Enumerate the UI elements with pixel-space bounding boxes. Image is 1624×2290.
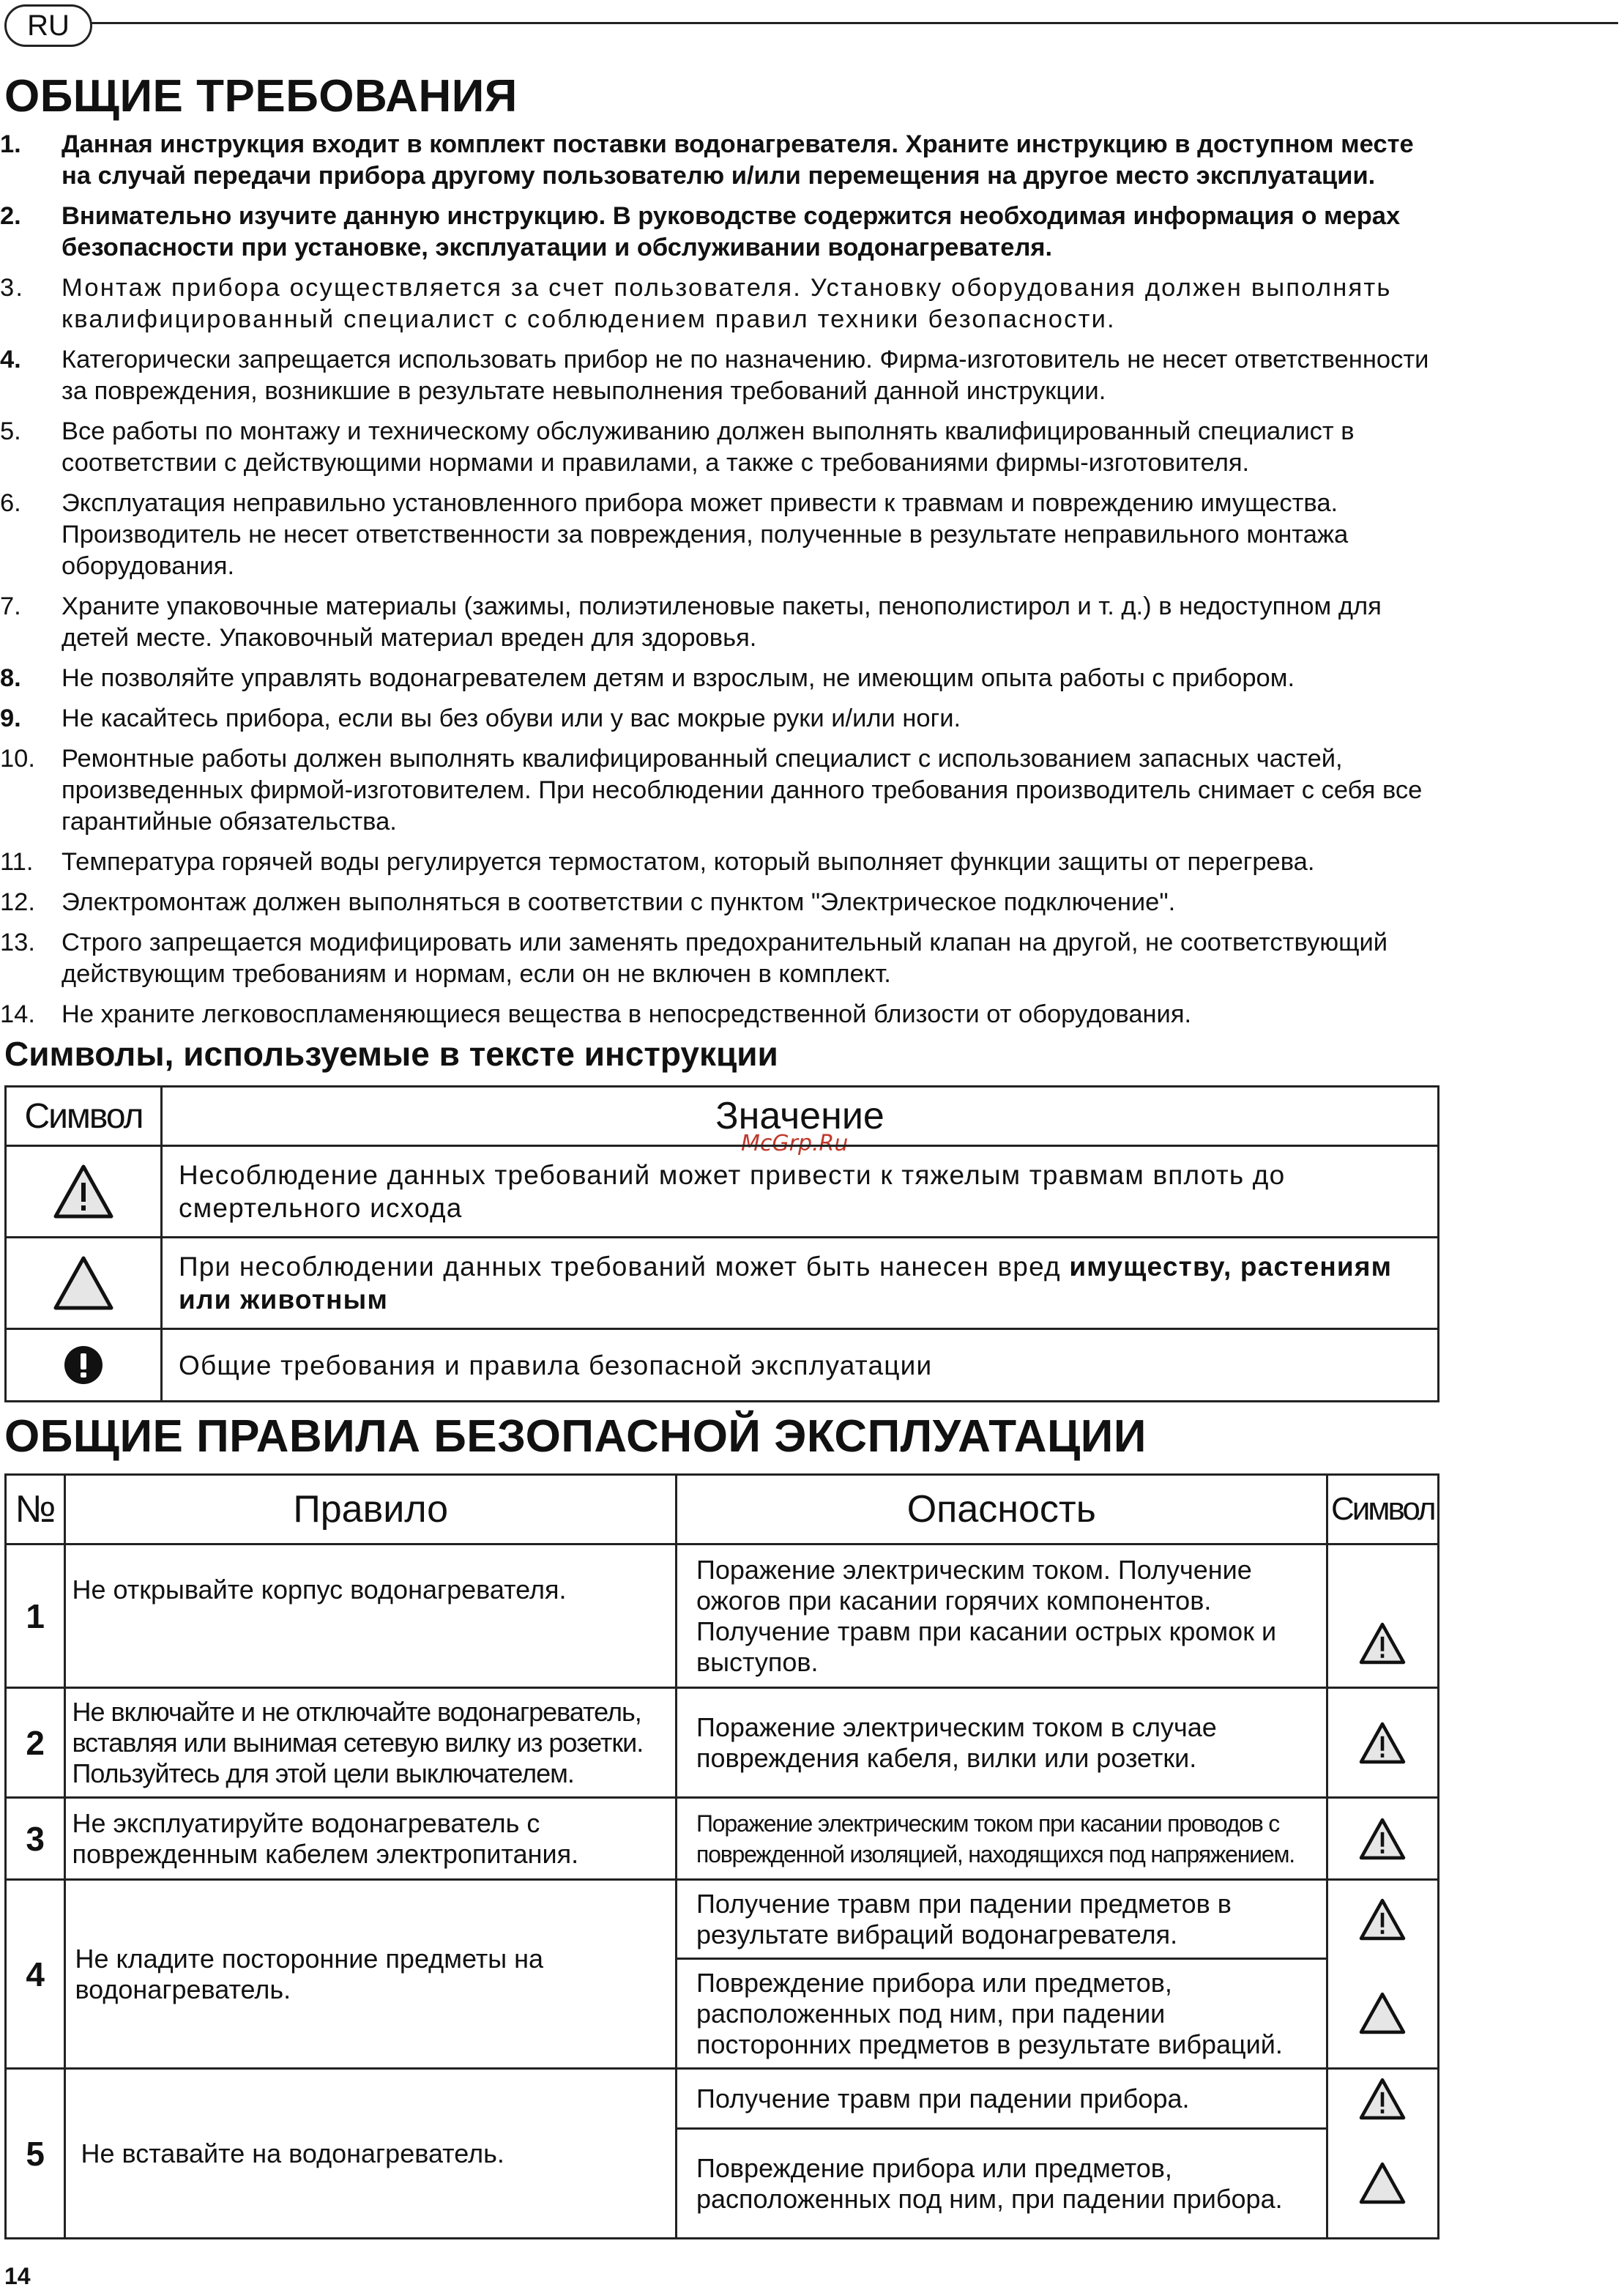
list-item <box>0 887 1439 918</box>
item-text: Внимательно изучите данную инструкцию. В руководстве содержится необходимая информация о мерах безопасности при установке, эксплуатации и обслуживании водонагревателя. <box>62 202 1401 261</box>
list-item <box>0 743 1439 838</box>
warning-exclamation-icon <box>1359 1818 1406 1860</box>
item-number: 14. <box>0 1000 35 1028</box>
symbol-cell <box>6 1238 162 1329</box>
column-header-symbol: Символ <box>6 1087 162 1146</box>
table-row <box>6 1238 1439 1329</box>
rule-text: Не кладите посторонние предметы на водонагреватель. <box>65 1880 677 2069</box>
symbol-cell <box>1327 1959 1438 2069</box>
warning-exclamation-icon <box>1359 1722 1406 1764</box>
symbol-cell <box>6 1329 162 1402</box>
item-number: 9. <box>0 705 21 732</box>
rule-number: 1 <box>6 1544 65 1688</box>
meaning-text-bold: имуществу, растениям или животным <box>179 1252 1393 1315</box>
item-number: 13. <box>0 929 35 956</box>
warning-exclamation-icon <box>1359 1622 1406 1665</box>
column-header-meaning: Значение <box>162 1087 1439 1146</box>
item-text: Строго запрещается модифицировать или заменять предохранительный клапан на другой, не соответствующий действующим требованиям и нормам, если он не включен в комплект. <box>62 929 1388 988</box>
item-number: 7. <box>0 592 21 620</box>
list-item <box>0 703 1439 735</box>
item-text: Электромонтаж должен выполняться в соответствии с пунктом "Электрическое подключение". <box>62 888 1176 916</box>
symbol-cell <box>1327 2129 1438 2239</box>
danger-text: Повреждение прибора или предметов, расположенных под ним, при падении прибора. <box>677 2129 1327 2239</box>
section-title-general-requirements: ОБЩИЕ ТРЕБОВАНИЯ <box>4 71 518 122</box>
section-title-safety-rules: ОБЩИЕ ПРАВИЛА БЕЗОПАСНОЙ ЭКСПЛУАТАЦИИ <box>4 1411 1147 1462</box>
item-number: 2. <box>0 202 21 230</box>
meaning-cell: Общие требования и правила безопасной эксплуатации <box>162 1329 1439 1402</box>
table-row <box>6 2069 1439 2129</box>
item-text: Не храните легковоспламеняющиеся вещества в непосредственной близости от оборудования. <box>62 1000 1192 1028</box>
item-number: 5. <box>0 417 21 445</box>
symbols-table <box>4 1085 1439 1402</box>
rule-text: Не открывайте корпус водонагревателя. <box>65 1544 677 1688</box>
item-text: Температура горячей воды регулируется термостатом, который выполняет функции защиты от перегрева. <box>62 848 1315 876</box>
item-text: Категорически запрещается использовать прибор не по назначению. Фирма-изготовитель не несет ответственности за повреждения, возникшие в результате невыполнения требований данной инструкции. <box>62 346 1429 405</box>
danger-text: Повреждение прибора или предметов, расположенных под ним, при падении посторонних предметов в результате вибраций. <box>677 1959 1327 2069</box>
danger-text: Поражение электрическим током. Получение ожогов при касании горячих компонентов. Получение травм при касании острых кромок и выступов. <box>677 1544 1327 1688</box>
item-text: Монтаж прибора осуществляется за счет пользователя. Установку оборудования должен выполнять квалифицированный специалист с соблюдением правил техники безопасности. <box>62 274 1392 333</box>
header-divider <box>91 22 1618 24</box>
rule-number: 5 <box>6 2069 65 2239</box>
column-header-number: № <box>6 1475 65 1544</box>
item-text: Ремонтные работы должен выполнять квалифицированный специалист с использованием запасных частей, произведенных фирмой-изготовителем. При несоблюдении данного требования производитель снимает с себя все гарантийные обязательства. <box>62 745 1423 836</box>
symbol-cell <box>1327 1880 1438 1959</box>
rule-text: Не включайте и не отключайте водонагреватель, вставляя или вынимая сетевую вилку из розетки. Пользуйтесь для этой цели выключателем. <box>65 1688 677 1798</box>
meaning-cell <box>162 1238 1439 1329</box>
warning-triangle-icon <box>1359 2162 1406 2204</box>
warning-triangle-icon <box>53 1255 114 1311</box>
list-item <box>0 201 1439 264</box>
item-number: 1. <box>0 130 21 158</box>
table-row <box>6 1329 1439 1402</box>
symbol-cell <box>1327 2069 1438 2129</box>
meaning-cell: Несоблюдение данных требований может привести к тяжелым травмам вплоть до смертельного исхода <box>162 1146 1439 1238</box>
page-number: 14 <box>4 2263 31 2289</box>
item-text: Храните упаковочные материалы (зажимы, полиэтиленовые пакеты, пенополистирол и т. д.) в недоступном для детей месте. Упаковочный материал вреден для здоровья. <box>62 592 1382 652</box>
list-item <box>0 591 1439 654</box>
symbol-cell <box>1327 1688 1438 1798</box>
table-row <box>6 1880 1439 1959</box>
list-item <box>0 416 1439 479</box>
symbol-cell <box>6 1146 162 1238</box>
warning-exclamation-icon <box>1359 1898 1406 1941</box>
list-item <box>0 847 1439 878</box>
watermark: McGrp.Ru <box>741 1131 849 1156</box>
safety-rules-table <box>4 1473 1439 2239</box>
list-item <box>0 272 1439 335</box>
requirements-list <box>0 129 1439 1039</box>
info-exclamation-circle-icon <box>63 1345 104 1386</box>
symbol-cell <box>1327 1798 1438 1880</box>
column-header-symbol: Символ <box>1327 1475 1438 1544</box>
rule-number: 4 <box>6 1880 65 2069</box>
item-number: 8. <box>0 664 21 692</box>
table-row <box>6 1146 1439 1238</box>
danger-text: Поражение электрическим током при касании проводов с поврежденной изоляцией, находящихся под напряжением. <box>677 1798 1327 1880</box>
rule-number: 2 <box>6 1688 65 1798</box>
item-number: 10. <box>0 745 35 773</box>
item-number: 12. <box>0 888 35 916</box>
item-text: Эксплуатация неправильно установленного прибора может привести к травмам и повреждению имущества. Производитель не несет ответственности за повреждения, полученные в результате неправильного монтажа оборудования. <box>62 489 1349 580</box>
meaning-text: При несоблюдении данных требований может быть нанесен вред <box>179 1252 1070 1282</box>
rule-text: Не эксплуатируйте водонагреватель с поврежденным кабелем электропитания. <box>65 1798 677 1880</box>
language-badge: RU <box>4 4 92 47</box>
table-row <box>6 1544 1439 1688</box>
table-row <box>6 1798 1439 1880</box>
list-item <box>0 999 1439 1030</box>
symbol-cell <box>1327 1544 1438 1688</box>
rule-number: 3 <box>6 1798 65 1880</box>
rule-text: Не вставайте на водонагреватель. <box>65 2069 677 2239</box>
item-text: Данная инструкция входит в комплект поставки водонагревателя. Храните инструкцию в доступном месте на случай передачи прибора другому пользователю и/или перемещения на другое место эксплуатации. <box>62 130 1414 190</box>
warning-exclamation-icon <box>1359 2078 1406 2120</box>
danger-text: Поражение электрическим током в случае повреждения кабеля, вилки или розетки. <box>677 1688 1327 1798</box>
item-number: 3. <box>0 274 25 302</box>
table-row <box>6 1688 1439 1798</box>
symbols-section-title: Символы, используемые в тексте инструкции <box>4 1035 778 1073</box>
item-number: 6. <box>0 489 21 517</box>
column-header-rule: Правило <box>65 1475 677 1544</box>
column-header-danger: Опасность <box>677 1475 1327 1544</box>
item-number: 11. <box>0 848 34 876</box>
warning-triangle-icon <box>1359 1992 1406 2034</box>
item-text: Не позволяйте управлять водонагревателем детям и взрослым, не имеющим опыта работы с прибором. <box>62 664 1295 692</box>
item-text: Не касайтесь прибора, если вы без обуви или у вас мокрые руки и/или ноги. <box>62 705 961 732</box>
list-item <box>0 927 1439 990</box>
item-number: 4. <box>0 346 21 373</box>
item-text: Все работы по монтажу и техническому обслуживанию должен выполнять квалифицированный специалист в соответствии с действующими нормами и правилами, а также с требованиями фирмы-изготовителя. <box>62 417 1355 477</box>
list-item <box>0 663 1439 694</box>
warning-exclamation-icon <box>53 1164 114 1219</box>
danger-text: Получение травм при падении предметов в результате вибраций водонагревателя. <box>677 1880 1327 1959</box>
danger-text: Получение травм при падении прибора. <box>677 2069 1327 2129</box>
list-item <box>0 129 1439 192</box>
list-item <box>0 488 1439 582</box>
list-item <box>0 344 1439 407</box>
